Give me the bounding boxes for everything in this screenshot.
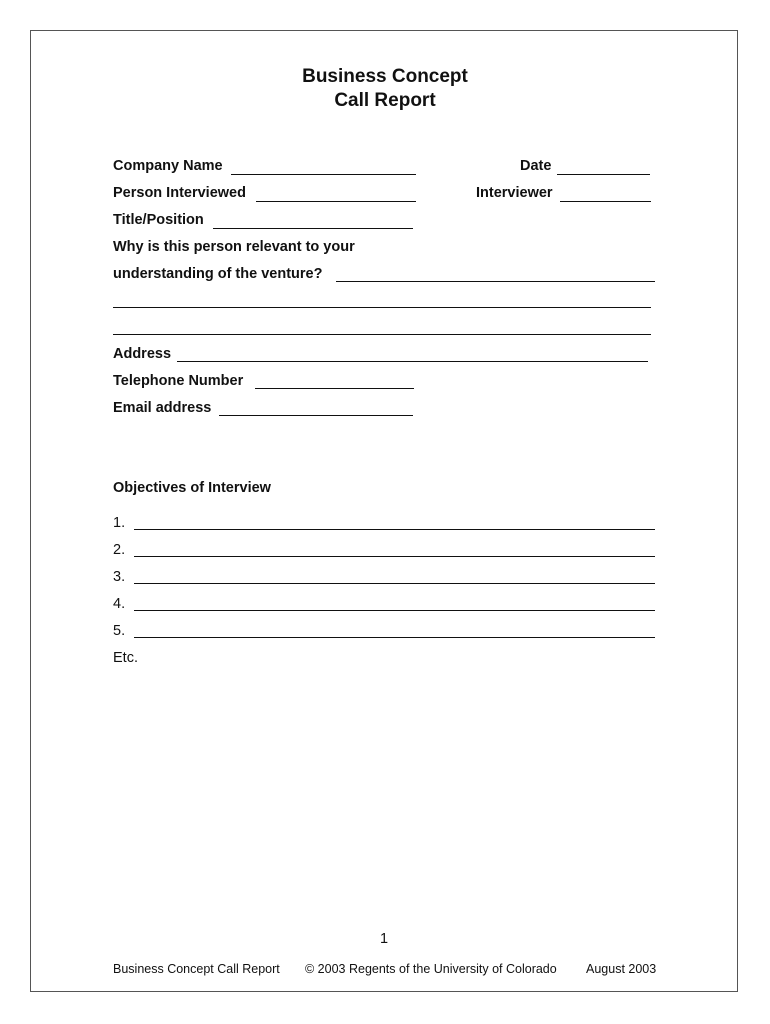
address-label: Address xyxy=(113,346,172,362)
objective-number: 1. xyxy=(113,515,126,531)
relevance-answer-line-3[interactable] xyxy=(113,334,651,335)
date-field[interactable] xyxy=(557,174,650,175)
page-number: 1 xyxy=(380,931,389,947)
telephone-label: Telephone Number xyxy=(113,373,244,389)
document-title-line-2: Call Report xyxy=(334,90,436,111)
relevance-answer-line-1[interactable] xyxy=(336,281,655,282)
company-name-field[interactable] xyxy=(231,174,416,175)
relevance-question-line-1: Why is this person relevant to your xyxy=(113,239,355,255)
objective-number: 5. xyxy=(113,623,126,639)
company-name-label: Company Name xyxy=(113,158,223,174)
relevance-answer-line-2[interactable] xyxy=(113,307,651,308)
objective-number: 4. xyxy=(113,596,126,612)
objectives-heading: Objectives of Interview xyxy=(113,480,271,496)
objective-4-field[interactable] xyxy=(134,610,655,611)
footer-date: August 2003 xyxy=(586,962,657,976)
footer-left-text: Business Concept Call Report xyxy=(113,962,280,976)
title-position-label: Title/Position xyxy=(113,212,204,228)
person-interviewed-field[interactable] xyxy=(256,201,416,202)
title-position-field[interactable] xyxy=(213,228,413,229)
objective-2-field[interactable] xyxy=(134,556,655,557)
email-field[interactable] xyxy=(219,415,413,416)
person-interviewed-label: Person Interviewed xyxy=(113,185,246,201)
address-field[interactable] xyxy=(177,361,648,362)
objectives-etc: Etc. xyxy=(113,650,138,666)
telephone-field[interactable] xyxy=(255,388,414,389)
date-label: Date xyxy=(520,158,552,174)
objective-1-field[interactable] xyxy=(134,529,655,530)
interviewer-field[interactable] xyxy=(560,201,651,202)
email-label: Email address xyxy=(113,400,212,416)
objective-5-field[interactable] xyxy=(134,637,655,638)
objective-number: 2. xyxy=(113,542,126,558)
interviewer-label: Interviewer xyxy=(476,185,553,201)
document-title-line-1: Business Concept xyxy=(302,66,468,87)
relevance-question-line-2: understanding of the venture? xyxy=(113,266,323,282)
footer-copyright: © 2003 Regents of the University of Colorado xyxy=(305,962,557,976)
objective-3-field[interactable] xyxy=(134,583,655,584)
objective-number: 3. xyxy=(113,569,126,585)
